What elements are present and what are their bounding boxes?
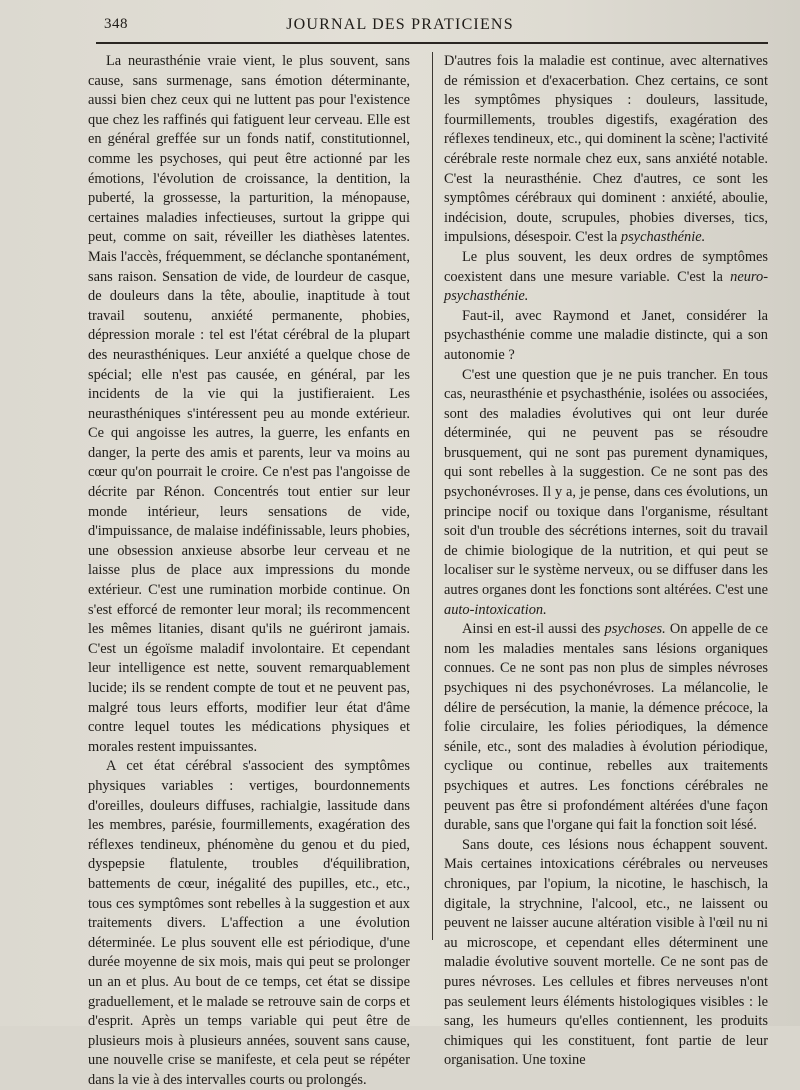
running-title: JOURNAL DES PRATICIENS	[286, 16, 514, 33]
paragraph	[444, 52, 768, 248]
italic-term: psychoses.	[604, 621, 666, 638]
text-run: C'est une question que je ne puis trancher. En tous cas, neurasthénie et psychasthénie, isolées ou associées, sont des maladies évolutives qui ont leur durée déterminée, qui ne peuvent pas se résoudre brusquement, qui ne sont pas purement dynamiques, qui sont rebelles à la suggestion. Ce ne sont pas des psychonévroses. Il y a, je pense, dans ces évolutions, un principe nocif ou toxique dans l'organisme, résultant soit d'un trouble des sécrétions internes, soit du travail de chimie biologique de la nutrition, et qui peut se localiser sur le système nerveux, ou se diffuser dans les autres organes dont les fonctions sont altérées. C'est une	[444, 366, 768, 599]
paragraph: Faut-il, avec Raymond et Janet, considérer la psychasthénie comme une maladie distincte, qui a son autonomie ?	[444, 307, 768, 363]
italic-term: neuro-psychasthénie.	[444, 268, 768, 305]
italic-term: auto-intoxication.	[444, 601, 547, 618]
text-run: On appelle de ce nom les maladies mentales sans lésions organiques connues. Ce ne sont pas non plus de simples névroses psychiques ni des psychonévroses. La mélancolie, le délire de persécution, la manie, la démence précoce, la folie circulaire, les folies périodiques, la démence sénile, etc., sont des maladies à évolution périodique, cyclique ou continue, rebelles aux traitements psychiques et autres. Les fonctions cérébrales ne peuvent pas être si profondément altérées d'une façon durable, sans que l'organe qui fait la fonction soit lésé.	[444, 621, 768, 834]
right-column	[444, 52, 768, 1071]
column-divider	[432, 52, 433, 940]
paragraph: Sans doute, ces lésions nous échappent souvent. Mais certaines intoxications cérébrales ou nerveuses chroniques, par l'opium, la nicotine, le haschisch, la digitale, la strychnine, l'alcool, etc., ne laissent ou peuvent ne laisser aucune altération visible à l'œil nu ni au microscope, et cependant elles déterminent une maladie évolutive souvent mortelle. Ce ne sont pas de pures névroses. Les cellules et fibres nerveuses n'ont pas seulement leurs éléments histologiques visibles : le sang, les humeurs qu'elles contiennent, les produits chimiques qui les constituent, font partie de leur organisation. Une toxine	[444, 836, 768, 1069]
page-number: 348	[104, 16, 128, 32]
paragraph: A cet état cérébral s'associent des symptômes physiques variables : vertiges, bourdonnements d'oreilles, douleurs diffuses, rachialgie, lassitude dans les membres, parésie, fourmillements, exagération des réflexes tendineux, phénomène du genou et du pied, dyspepsie flatulente, troubles d'équilibration, battements de cœur, inégalité des pupilles, etc., etc., tous ces symptômes sont rebelles à la suggestion et aux traitements divers. L'affection a une évolution déterminée. Le plus souvent elle est périodique, d'une durée moyenne de six mois, mais qui peut se prolonger un an et plus. Au bout de ce temps, cet état se dissipe graduellement, et le malade se retrouve sain de corps et d'esprit. Après un temps variable qui peut être de plusieurs mois à plusieurs années, souvent sans cause, une nouvelle crise se manifeste, et cela peut se répéter dans la vie à des intervalles courts ou prolongés.	[88, 758, 410, 1088]
text-run: D'autres fois la maladie est continue, avec alternatives de rémission et d'exacerbation. Chez certains, ce sont les symptômes physiques : douleurs, lassitude, fourmillements, troubles digestifs, exagération des réflexes tendineux, etc., qui dominent la scène; l'activité cérébrale reste normale chez eux, sans anxiété notable. C'est la neurasthénie. Chez d'autres, ce sont les symptômes cérébraux qui dominent : anxiété, aboulie, indécision, doute, scrupules, phobies diverses, tics, impulsions, désespoir. C'est la	[444, 53, 768, 246]
paragraph	[444, 248, 768, 307]
paragraph	[444, 366, 768, 621]
paragraph: La neurasthénie vraie vient, le plus souvent, sans cause, sans surmenage, sans émotion déterminante, aussi bien chez ceux qui ne luttent pas pour l'existence que chez les raffinés qui fatiguent leur cerveau. Elle est en général greffée sur un fonds natif, constitutionnel, comme les psychoses, qui peut être actionné par les émotions, l'évolution de croissance, la dentition, la puberté, la grossesse, la parturition, la ménopause, certaines maladies infectieuses, surtout la grippe qui peut, comme on sait, réveiller les diathèses latentes. Mais l'accès, fréquemment, se déclanche spontanément, sans raison. Sensation de vide, de lourdeur de casque, de douleurs dans la tête, aboulie, inaptitude à tout travail soutenu, anxiété permanente, phobies, dépression morale : tel est l'état cérébral de la plupart des neurasthéniques. Leur anxiété a quelque chose de spécial; elle n'est pas causée, en général, par les incidents de la vie qui la justifieraient. Les neurasthéniques s'intéressent peu au monde extérieur. Ce qui angoisse les autres, la guerre, les enfants en danger, la perte des amis et parents, leur va moins au cœur qu'on pourrait le croire. Ce n'est pas l'angoisse de décrite par Rénon. Concentrés tout entier sur leur monde intérieur, leurs sensations de vide, d'impuissance, de malaise indéfinissable, leurs phobies, une obsession anxieuse absorbe leur cerveau et ne laisse plus de place aux impressions du monde extérieur. C'est une rumination morbide continue. On s'est efforcé de remonter leur moral; ils recommencent les mêmes litanies, disant qu'ils ne guériront jamais. C'est un égoïsme maladif involontaire. Et cependant leur intelligence est nette, souvent remarquablement lucide; ils se rendent compte de tout et ne peuvent pas, malgré tous leurs efforts, modifier leur état d'âme contre lequel toutes les médications physiques et morales restent impuissantes.	[88, 53, 410, 755]
italic-term: psychasthénie.	[620, 229, 706, 246]
header-rule	[96, 42, 768, 44]
text-run: Ainsi en est-il aussi des	[462, 621, 605, 638]
left-column	[88, 52, 410, 1090]
page-header	[0, 16, 800, 44]
paragraph	[444, 620, 768, 836]
text-run: Le plus souvent, les deux ordres de symptômes coexistent dans une mesure variable. C'est la	[444, 248, 768, 285]
